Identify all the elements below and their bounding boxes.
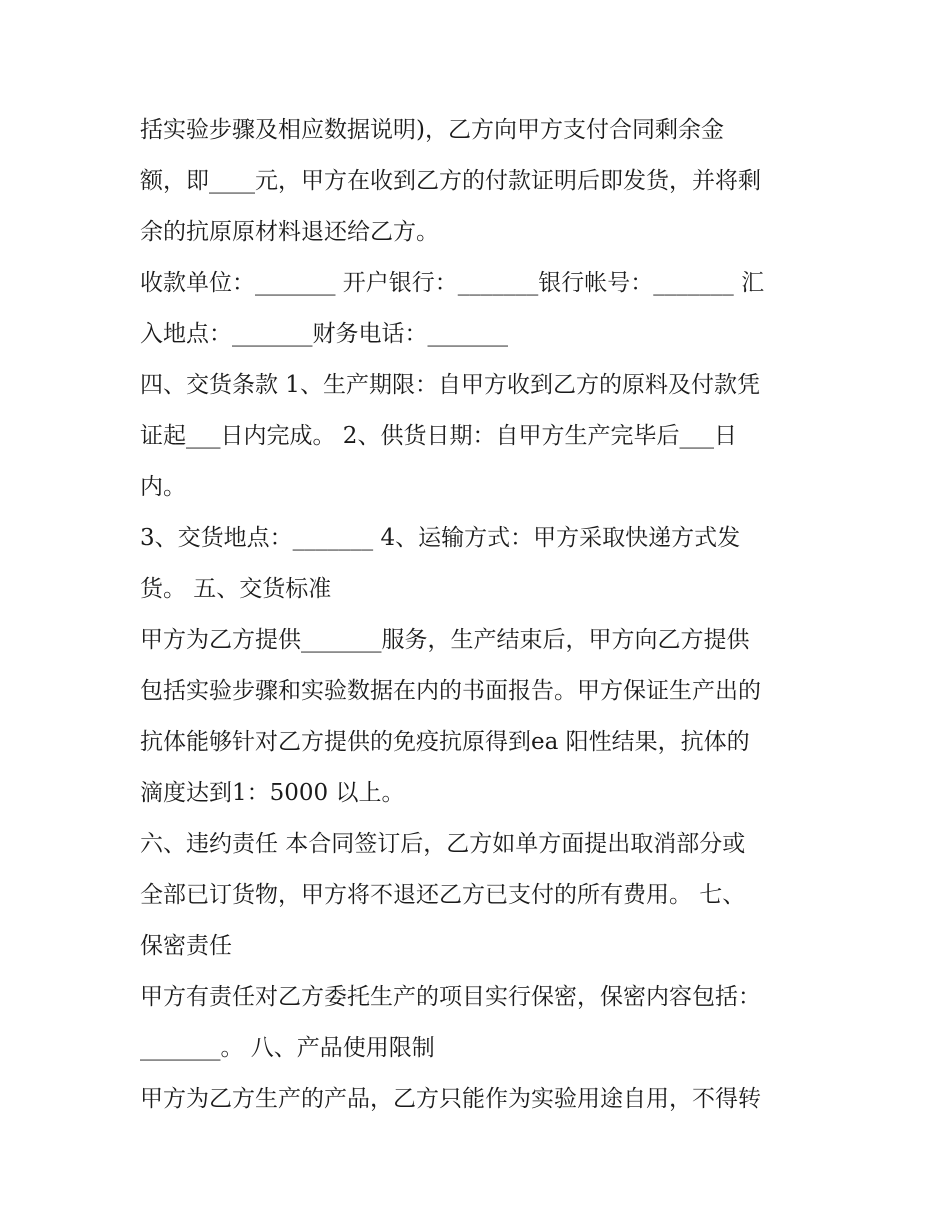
text-line: 滴度达到1：5000 以上。 — [140, 780, 405, 806]
text-line: 货。 五、交货标准 — [140, 576, 332, 602]
text-line: 全部已订货物，甲方将不退还乙方已支付的所有费用。 七、 — [140, 882, 746, 908]
text-line: 保密责任 — [140, 933, 232, 959]
text-line: 内。 — [140, 474, 186, 500]
text-line: 抗体能够针对乙方提供的免疫抗原得到ea 阳性结果，抗体的 — [140, 729, 750, 755]
text-line: 证起___日内完成。 2、供货日期：自甲方生产完毕后___日 — [140, 423, 737, 449]
text-line: 入地点：_______财务电话：_______ — [140, 321, 508, 347]
text-line: _______。 八、产品使用限制 — [140, 1035, 435, 1061]
text-line: 四、交货条款 1、生产期限：自甲方收到乙方的原料及付款凭 — [140, 372, 760, 398]
text-line: 3、交货地点：_______ 4、运输方式：甲方采取快递方式发 — [140, 525, 741, 551]
text-line: 括实验步骤及相应数据说明)，乙方向甲方支付合同剩余金 — [140, 117, 724, 143]
text-line: 甲方有责任对乙方委托生产的项目实行保密，保密内容包括： — [140, 984, 761, 1010]
text-line: 余的抗原原材料退还给乙方。 — [140, 219, 439, 245]
text-line: 额，即____元，甲方在收到乙方的付款证明后即发货，并将剩 — [140, 168, 761, 194]
text-line: 甲方为乙方提供_______服务，生产结束后，甲方向乙方提供 — [140, 627, 750, 653]
text-line: 包括实验步骤和实验数据在内的书面报告。甲方保证生产出的 — [140, 678, 761, 704]
text-line: 六、违约责任 本合同签订后，乙方如单方面提出取消部分或 — [140, 831, 746, 857]
text-line: 收款单位：_______ 开户银行：_______银行帐号：_______ 汇 — [140, 270, 765, 296]
contract-text-body — [140, 105, 820, 1125]
text-line: 甲方为乙方生产的产品，乙方只能作为实验用途自用，不得转 — [140, 1086, 761, 1112]
